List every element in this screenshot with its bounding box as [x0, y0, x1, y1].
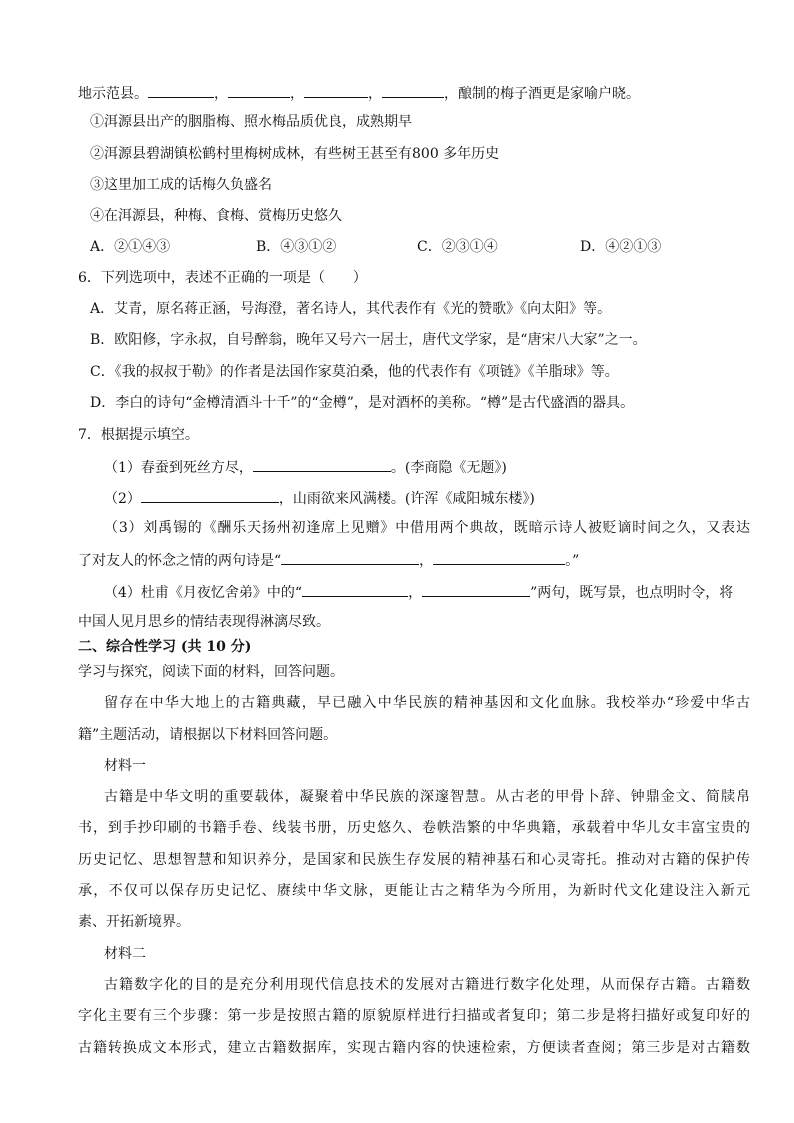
q7-sub-1-source: 。(李商隐《无题》): [390, 460, 507, 476]
material-2-line-2: 字化主要有三个步骤：第一步是按照古籍的原貌原样进行扫描或者复印；第二步是将扫描好或复印好的: [78, 1008, 750, 1024]
answer-blank[interactable]: [281, 549, 419, 565]
q7-sub-1-text: （1）春蚕到死丝方尽，: [104, 460, 253, 476]
answer-blank[interactable]: [253, 456, 391, 472]
answer-blank[interactable]: [141, 487, 279, 503]
q7-sub-4-tail: ”两句，既写景，也点明时令，将: [530, 585, 734, 601]
q7-sub-1: [104, 456, 750, 476]
section-2-heading: 二、综合性学习 (共 10 分): [78, 639, 252, 655]
answer-blank[interactable]: [382, 82, 444, 98]
comma: ，: [419, 553, 434, 569]
q7-sub-2: [104, 487, 750, 507]
q7-sub-3-line-2: [78, 549, 750, 569]
q7-sub-3-line-1: （3）刘禹锡的《酬乐天扬州初逢席上见赠》中借用两个典故，既暗示诗人被贬谪时间之久，又表达: [104, 520, 750, 536]
option-a[interactable]: A．②①④③: [90, 239, 171, 255]
q5-item-3: ③这里加工成的话梅久负盛名: [90, 177, 272, 193]
q5-suffix: ，酿制的梅子酒更是家喻户晓。: [444, 86, 640, 102]
material-2-line-3: 古籍转换成文本形式，建立古籍数据库，实现古籍内容的快速检索，方便读者查阅；第三步是对古籍数: [78, 1040, 750, 1056]
material-1-line-4: 承，不仅可以保存历史记忆、赓续中华文脉，更能让古之精华为今所用，为新时代文化建设注入新元: [78, 883, 750, 899]
answer-blank[interactable]: [304, 82, 368, 98]
q7-stem: 7．根据提示填空。: [78, 427, 199, 443]
material-1-line-5: 素、开拓新境界。: [78, 914, 190, 930]
q7-sub-4-text: （4）杜甫《月夜忆舍弟》中的“: [104, 585, 303, 601]
option-c[interactable]: C．②③①④: [417, 239, 498, 255]
q5-item-4: ④在洱源县，种梅、食梅、赏梅历史悠久: [90, 208, 342, 224]
comma: ，: [408, 585, 423, 601]
answer-blank[interactable]: [433, 549, 565, 565]
q6-option-c[interactable]: C．《我的叔叔于勒》的作者是法国作家莫泊桑，他的代表作有《项链》《羊脂球》等。: [90, 364, 619, 380]
material-1-line-2: 书，到手抄印刷的书籍手卷、线装书册，历史悠久、卷帙浩繁的中华典籍，承载着中华儿女丰富宝贵的: [78, 820, 750, 836]
q7-sub-2-text: （2）: [104, 491, 141, 507]
q5-continuation-line: 地示范县。 ， ， ， ，酿制的梅子酒更是家喻户晓。: [78, 82, 750, 102]
option-b[interactable]: B．④③①②: [256, 239, 337, 255]
section-2-intro: 学习与探究，阅读下面的材料，回答问题。: [78, 664, 344, 680]
q7-sub-4-line-2: 中国人见月思乡的情结表现得淋漓尽致。: [78, 614, 330, 630]
q6-stem: 6．下列选项中，表述不正确的一项是（ ）: [78, 270, 367, 286]
material-2-line-1: 古籍数字化的目的是充分利用现代信息技术的发展对古籍进行数字化处理，从而保存古籍。古籍数: [104, 977, 750, 993]
q7-sub-2-source: ，山雨欲来风满楼。(许浑《咸阳城东楼》): [278, 491, 535, 507]
q5-item-2: ②洱源县碧湖镇松鹤村里梅树成林，有些树王甚至有800 多年历史: [90, 146, 500, 162]
lead-paragraph-line-2: 籍”主题活动，请根据以下材料回答问题。: [78, 727, 338, 743]
material-1-line-3: 历史记忆、思想智慧和知识养分，是国家和民族生存发展的精神基石和心灵寄托。推动对古籍的保护传: [78, 852, 750, 868]
answer-blank[interactable]: [422, 581, 530, 597]
answer-blank[interactable]: [148, 82, 214, 98]
q7-sub-3-text: 了对友人的怀念之情的两句诗是“: [78, 553, 282, 569]
q5-prefix: 地示范县。: [78, 86, 148, 102]
material-1-title: 材料一: [104, 758, 146, 774]
material-1-line-1: 古籍是中华文明的重要载体，凝聚着中华民族的深邃智慧。从古老的甲骨卜辞、钟鼎金文、简牍帛: [104, 789, 750, 805]
q6-option-a[interactable]: A．艾青，原名蒋正涵，号海澄，著名诗人，其代表作有《光的赞歌》《向太阳》等。: [90, 301, 612, 317]
material-2-title: 材料二: [104, 946, 146, 962]
q5-options: [90, 237, 770, 257]
q6-option-b[interactable]: B．欧阳修，字永叔，自号醉翁，晚年又号六一居士，唐代文学家，是“唐宋八大家”之一。: [90, 332, 647, 348]
q7-sub-4-line-1: [104, 581, 750, 601]
q5-item-1: ①洱源县出产的胭脂梅、照水梅品质优良，成熟期早: [90, 114, 412, 130]
option-d[interactable]: D．④②①③: [580, 239, 662, 255]
answer-blank[interactable]: [302, 581, 408, 597]
answer-blank[interactable]: [228, 82, 290, 98]
closing-quote: 。”: [565, 553, 580, 569]
lead-paragraph-line-1: 留存在中华大地上的古籍典藏，早已融入中华民族的精神基因和文化血脉。我校举办“珍爱中华古: [104, 695, 750, 711]
q6-option-d[interactable]: D．李白的诗句“金樽清酒斗十千”的“金樽”，是对酒杯的美称。“樽”是古代盛酒的器具。: [90, 395, 635, 411]
